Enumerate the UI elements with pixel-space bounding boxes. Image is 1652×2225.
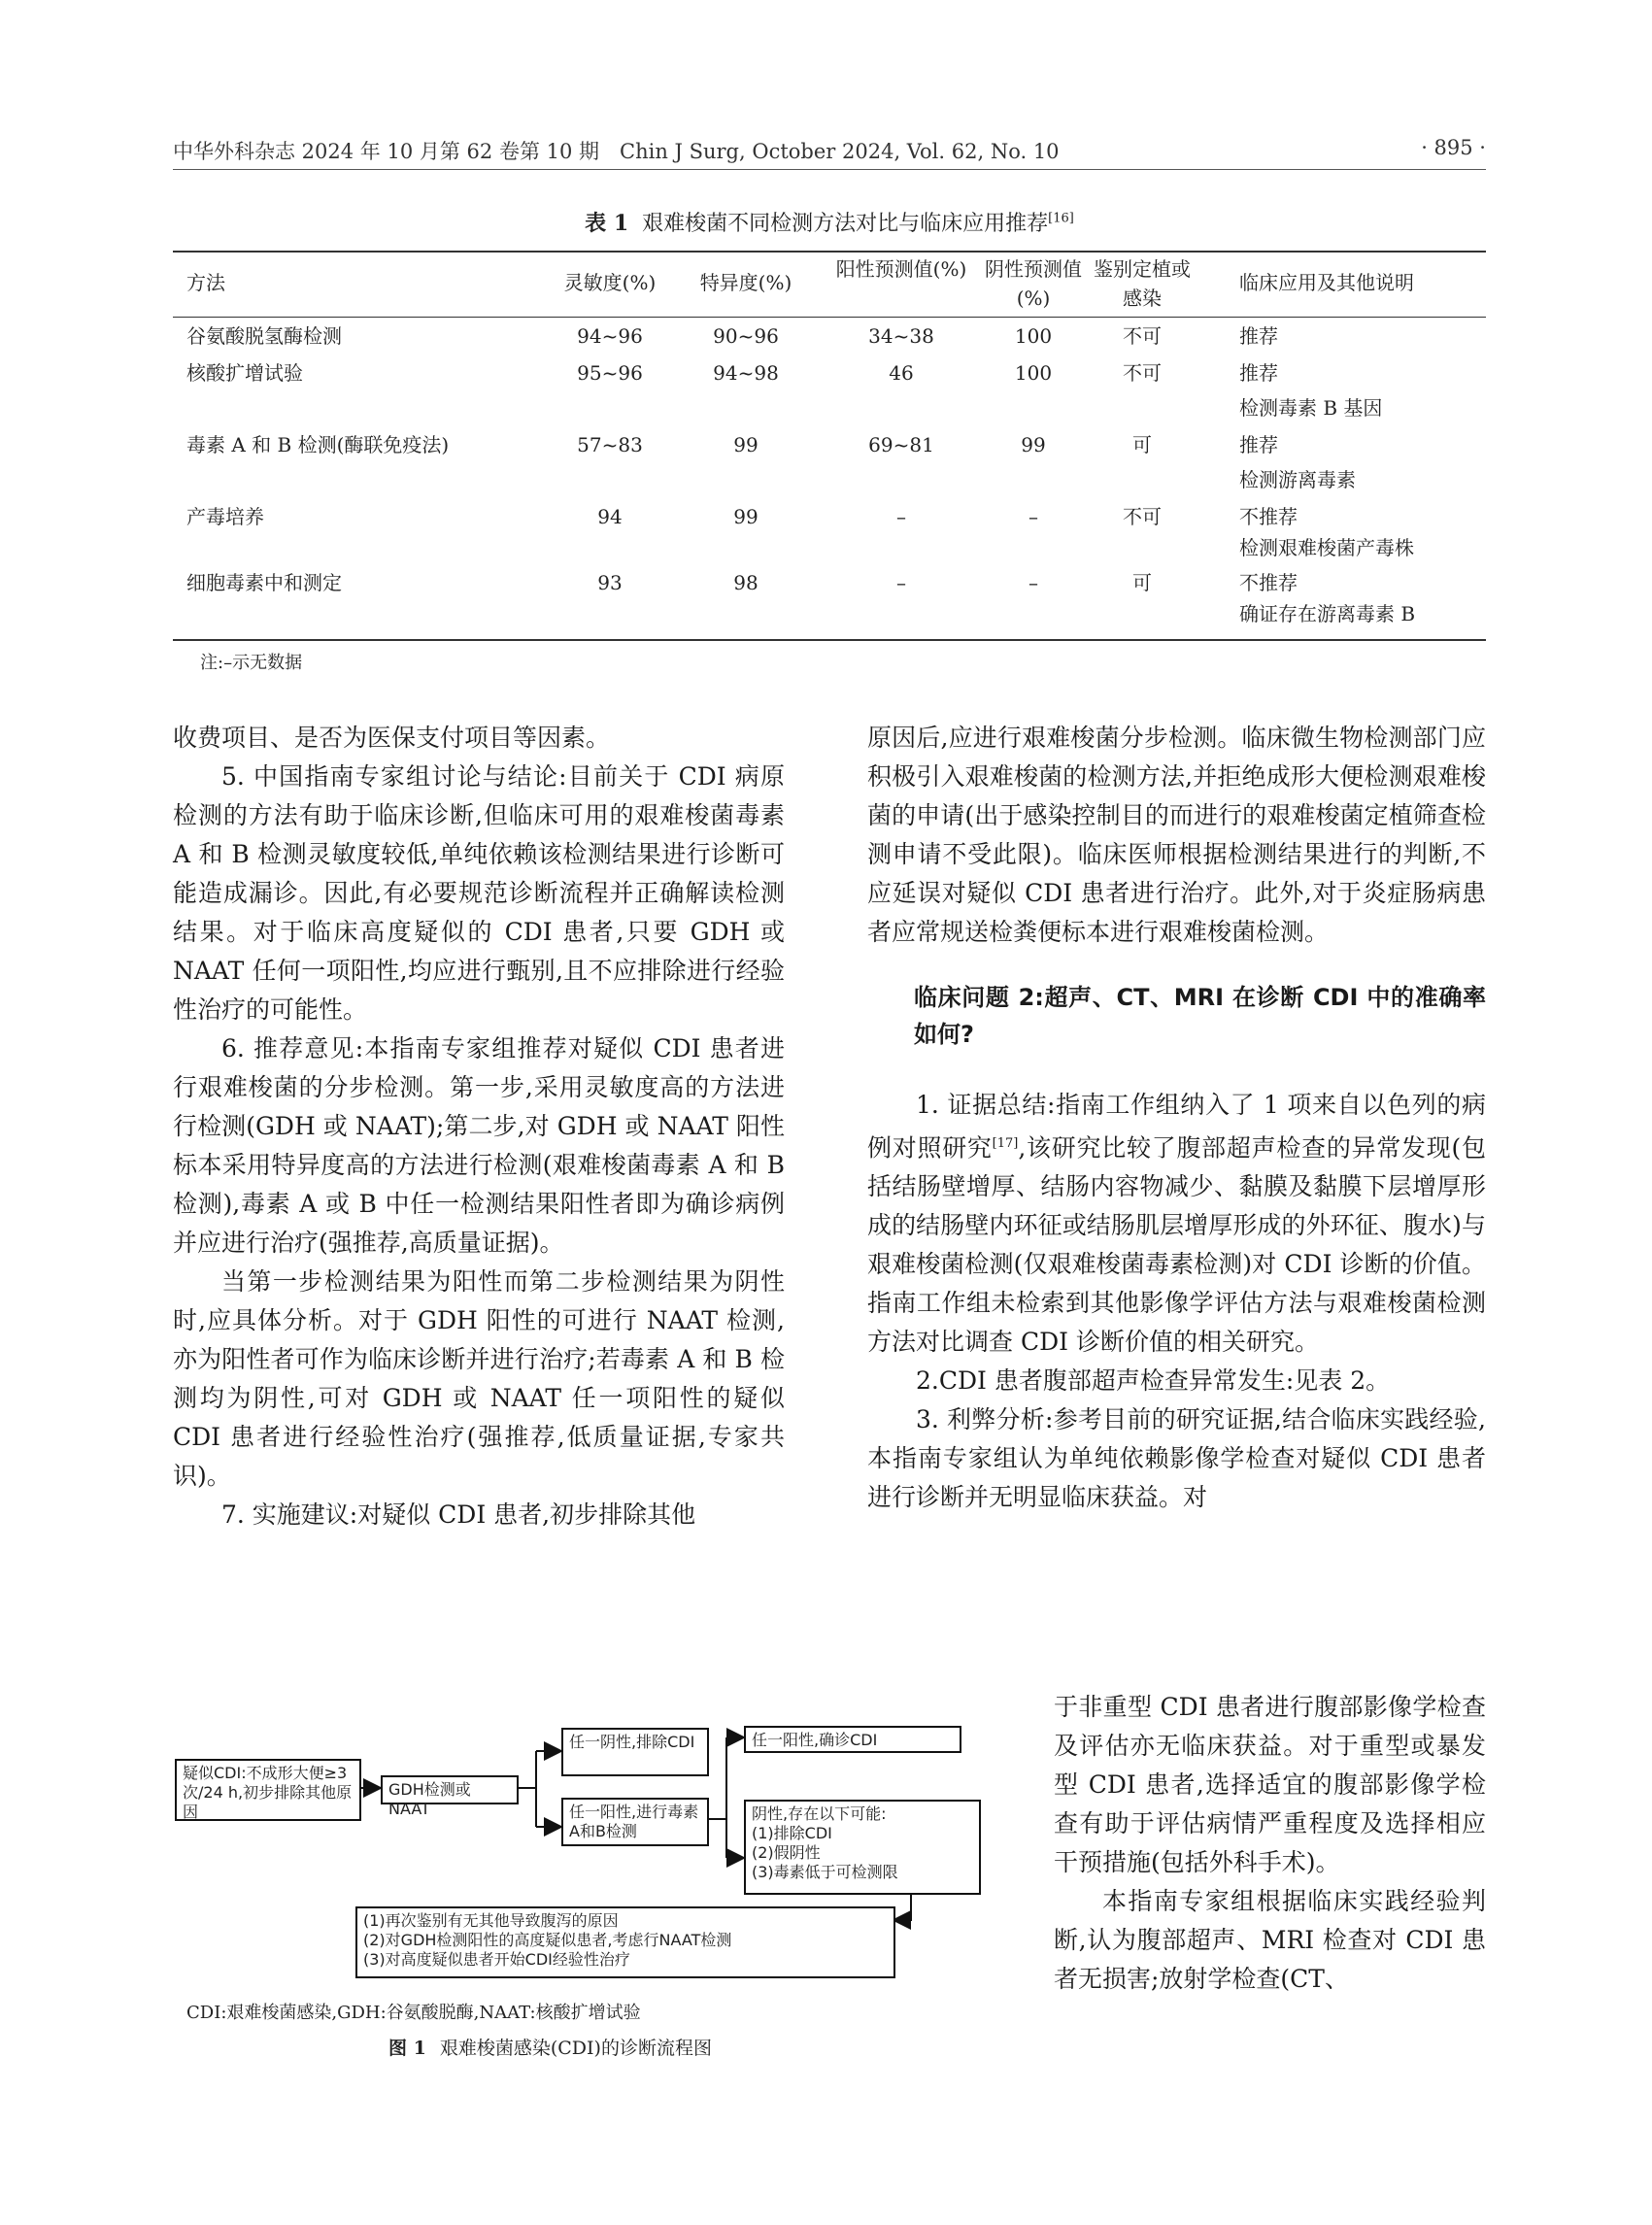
paragraph: 5. 中国指南专家组讨论与结论:目前关于 CDI 病原检测的方法有助于临床诊断,但临床可用的艰难梭菌毒素 A 和 B 检测灵敏度较低,单纯依赖该检测结果进行诊断可能造成漏诊。因此,有必要规范诊断流程并正确解读检测结果。对于临床高度疑似的 CDI 患者,只要 GDH 或 NAAT 任何一项阳性,均应进行甄别,且不应排除进行经验性治疗的可能性。	[173, 762, 785, 1024]
table-cell-dist: 可	[1132, 433, 1152, 456]
paragraph: 7. 实施建议:对疑似 CDI 患者,初步排除其他	[221, 1500, 696, 1529]
table-cell-sens: 94~96	[577, 324, 643, 348]
table-cell-sens: 95~96	[577, 361, 643, 385]
paragraph: 于非重型 CDI 患者进行腹部影像学检查及评估亦无临床获益。对于重型或暴发型 CDI 患者,选择适宜的腹部影像学检查有助于评估病情严重程度及选择相应干预措施(包括外科手术)。	[1054, 1693, 1486, 1876]
box-pos-any: 任一阳性,进行毒素A和B检测	[561, 1798, 709, 1846]
journal-info: 中华外科杂志 2024 年 10 月第 62 卷第 10 期 Chin J Surg, October 2024, Vol. 62, No. 10	[173, 140, 1060, 163]
table-cell-spec: 90~96	[713, 324, 779, 348]
table-cell-npv: 100	[1014, 324, 1053, 348]
table-cell-note2: 检测毒素 B 基因	[1239, 396, 1383, 420]
col-header-note: 临床应用及其他说明	[1239, 271, 1414, 294]
table-cell-npv: 100	[1014, 361, 1053, 385]
paragraph: 1. 证据总结:指南工作组纳入了 1 项来自以色列的病例对照研究[17],该研究比较了腹部超声检查的异常发现(包括结肠壁增厚、结肠内容物减少、黏膜及黏膜下层增厚形成的结肠壁内环征或结肠肌层增厚形成的外环征、腹水)与艰难梭菌检测(仅艰难梭菌毒素检测)对 CDI 诊断的价值。指南工作组未检索到其他影像学评估方法与艰难梭菌检测方法对比调查 CDI 诊断价值的相关研究。	[867, 1091, 1486, 1357]
table-cell-note1: 不推荐	[1239, 571, 1298, 594]
table-cell-spec: 99	[733, 433, 759, 456]
table-caption: 艰难梭菌不同检测方法对比与临床应用推荐	[642, 212, 1049, 236]
table-cell-spec: 98	[733, 571, 759, 594]
table-cell-method: 谷氨酸脱氢酶检测	[186, 324, 342, 348]
table-cell-npv: 99	[1021, 433, 1046, 456]
table-cell-method: 核酸扩增试验	[186, 361, 303, 385]
table-cell-note1: 不推荐	[1239, 505, 1298, 528]
table-cell-ppv: 46	[889, 361, 914, 385]
figure-label: 图 1	[388, 2038, 426, 2059]
table-top-rule	[173, 251, 1486, 253]
box-neg-list: 阴性,存在以下可能: (1)排除CDI (2)假阴性 (3)毒素低于可检测限	[744, 1800, 981, 1895]
table-cell-sens: 93	[597, 571, 623, 594]
paragraph: 6. 推荐意见:本指南专家组推荐对疑似 CDI 患者进行艰难梭菌的分步检测。第一步,采用灵敏度高的方法进行检测(GDH 或 NAAT);第二步,对 GDH 或 NAAT 阳性标本采用特异度高的方法进行检测(艰难梭菌毒素 A 和 B 检测),毒素 A 或 B 中任一检测结果阳性者即为确诊病例并应进行治疗(强推荐,高质量证据)。	[173, 1034, 785, 1257]
paragraph: 2.CDI 患者腹部超声检查异常发生:见表 2。	[916, 1366, 1391, 1396]
page-number: · 895 ·	[1421, 136, 1486, 159]
right-column-lower	[1054, 1688, 1486, 1999]
table-cell-note1: 推荐	[1239, 324, 1278, 348]
paragraph: 3. 利弊分析:参考目前的研究证据,结合临床实践经验,本指南专家组认为单纯依赖影像学检查对疑似 CDI 患者进行诊断并无明显临床获益。对	[867, 1405, 1486, 1512]
section-heading: 临床问题 2:超声、CT、MRI 在诊断 CDI 中的准确率如何?	[914, 984, 1486, 1048]
col-header-specificity: 特异度(%)	[699, 271, 792, 294]
table-cell-note1: 推荐	[1239, 361, 1278, 385]
table-cell-note2: 检测艰难梭菌产毒株	[1239, 536, 1414, 559]
col-header-sensitivity: 灵敏度(%)	[563, 271, 657, 294]
left-column	[173, 719, 785, 1534]
paragraph: 当第一步检测结果为阳性而第二步检测结果为阴性时,应具体分析。对于 GDH 阳性的可进行 NAAT 检测,亦为阳性者可作为临床诊断并进行治疗;若毒素 A 和 B 检测均为阴性,可对 GDH 或 NAAT 任一项阳性的疑似 CDI 患者进行经验性治疗(强推荐,低质量证据,专家共识)。	[173, 1267, 785, 1490]
table-cell-ppv: 69~81	[868, 433, 934, 456]
paragraph: 原因后,应进行艰难梭菌分步检测。临床微生物检测部门应积极引入艰难梭菌的检测方法,并拒绝成形大便检测艰难梭菌的申请(出于感染控制目的而进行的艰难梭菌定植筛查检测申请不受此限)。临床医师根据检测结果进行的判断,不应延误对疑似 CDI 患者进行治疗。此外,对于炎症肠病患者应常规送检粪便标本进行艰难梭菌检测。	[867, 724, 1486, 946]
table-cell-spec: 94~98	[713, 361, 779, 385]
table-title	[173, 207, 1486, 237]
table-cell-method: 细胞毒素中和测定	[186, 571, 342, 594]
table-footnote: 注:–示无数据	[200, 653, 303, 673]
table-cell-ppv: –	[896, 571, 906, 594]
table-cell-dist: 不可	[1123, 361, 1162, 385]
table-cell-note2: 确证存在游离毒素 B	[1239, 602, 1416, 625]
paragraph: 本指南专家组根据临床实践经验判断,认为腹部超声、MRI 检查对 CDI 患者无损害;放射学检查(CT、	[1054, 1887, 1486, 1993]
table-cell-dist: 不可	[1123, 324, 1162, 348]
table-cell-ppv: 34~38	[868, 324, 934, 348]
paragraph: 收费项目、是否为医保支付项目等因素。	[173, 724, 611, 752]
table-header-rule	[173, 317, 1486, 318]
box-actions: (1)再次鉴别有无其他导致腹泻的原因 (2)对GDH检测阳性的高度疑似患者,考虑行NAAT检测 (3)对高度疑似患者开始CDI经验性治疗	[355, 1906, 895, 1978]
table-cell-sens: 57~83	[577, 433, 643, 456]
table-cell-note2: 检测游离毒素	[1239, 468, 1356, 491]
table-cell-npv: –	[1028, 505, 1038, 528]
table-ref: [16]	[1048, 211, 1074, 226]
citation: [17]	[992, 1136, 1019, 1151]
col-header-ppv: 阳性预测值(%)	[835, 257, 967, 281]
box-test: GDH检测或NAAT	[381, 1775, 519, 1804]
figure-title: 艰难梭菌感染(CDI)的诊断流程图	[439, 2038, 712, 2059]
header-rule	[173, 169, 1486, 170]
table-cell-method: 毒素 A 和 B 检测(酶联免疫法)	[186, 433, 450, 456]
right-column	[867, 719, 1486, 1517]
col-header-npv: 阴性预测值(%)	[985, 257, 1082, 310]
diagnosis-flowchart	[173, 1724, 1028, 1986]
table-bottom-rule	[173, 639, 1486, 641]
table-cell-sens: 94	[597, 505, 623, 528]
running-header	[173, 136, 1486, 165]
table-cell-ppv: –	[896, 505, 906, 528]
table-cell-npv: –	[1028, 571, 1038, 594]
table-cell-spec: 99	[733, 505, 759, 528]
table-cell-dist: 不可	[1123, 505, 1162, 528]
col-header-method: 方法	[186, 271, 225, 294]
table-label: 表 1	[585, 211, 629, 236]
figure-caption	[388, 2034, 712, 2060]
col-header-distinguish: 鉴别定植或感染	[1094, 257, 1191, 310]
box-suspect: 疑似CDI:不成形大便≥3次/24 h,初步排除其他原因	[175, 1759, 361, 1821]
box-confirm: 任一阳性,确诊CDI	[744, 1726, 961, 1753]
table-cell-dist: 可	[1132, 571, 1152, 594]
table-cell-note1: 推荐	[1239, 433, 1278, 456]
box-neg-any: 任一阴性,排除CDI	[561, 1728, 709, 1776]
table-cell-method: 产毒培养	[186, 505, 264, 528]
figure-footnote: CDI:艰难梭菌感染,GDH:谷氨酸脱酶,NAAT:核酸扩增试验	[186, 2003, 641, 2023]
